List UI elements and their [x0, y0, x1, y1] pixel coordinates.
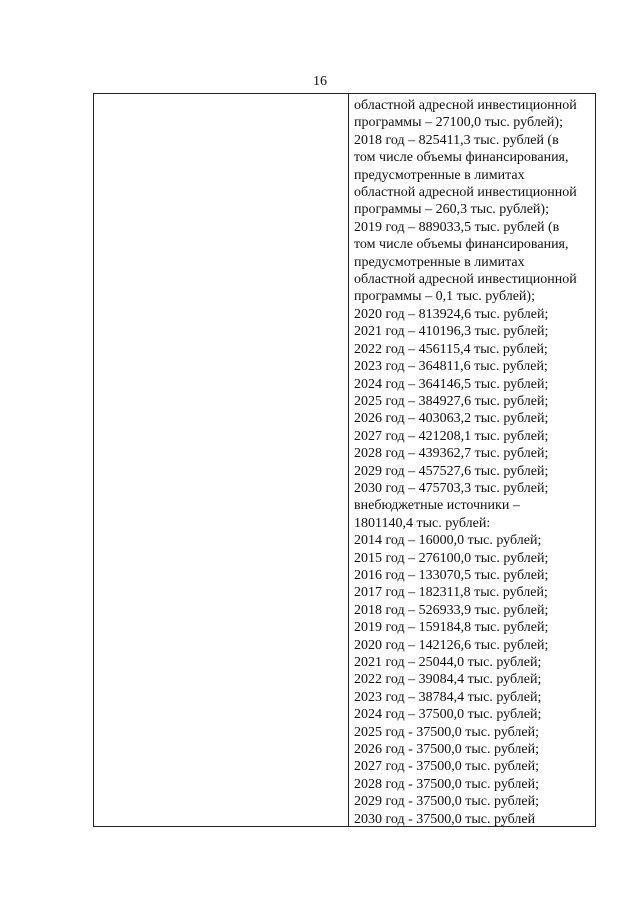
text-line: 2020 год – 813924,6 тыс. рублей; [354, 306, 549, 322]
text-line: областной адресной инвестиционной [354, 185, 577, 201]
text-line: 2020 год – 142126,6 тыс. рублей; [354, 637, 549, 653]
text-line: 2029 год – 457527,6 тыс. рублей; [354, 463, 549, 479]
text-line: 2030 год – 475703,3 тыс. рублей; [354, 480, 549, 496]
text-line: программы – 0,1 тыс. рублей); [354, 289, 535, 305]
text-line: 2017 год – 182311,8 тыс. рублей; [354, 585, 548, 601]
funding-table [93, 93, 596, 827]
text-line: 2014 год – 16000,0 тыс. рублей; [354, 533, 542, 549]
text-line: 2024 год – 364146,5 тыс. рублей; [354, 376, 549, 392]
text-line: 2030 год - 37500,0 тыс. рублей [354, 811, 536, 827]
text-line: предусмотренные в лимитах [354, 167, 525, 183]
text-line: 2027 год - 37500,0 тыс. рублей; [354, 759, 540, 775]
text-line: 2018 год – 825411,3 тыс. рублей (в [354, 132, 559, 148]
text-line: 2024 год – 37500,0 тыс. рублей; [354, 707, 542, 723]
text-line: 2016 год – 133070,5 тыс. рублей; [354, 567, 549, 583]
text-line: 2026 год - 37500,0 тыс. рублей; [354, 742, 540, 758]
text-line: областной адресной инвестиционной [354, 272, 577, 288]
text-line: областной адресной инвестиционной [354, 98, 577, 113]
text-line: том числе объемы финансирования, [354, 150, 569, 166]
text-line: 2025 год – 384927,6 тыс. рублей; [354, 393, 549, 409]
text-line: 2022 год – 456115,4 тыс. рублей; [354, 341, 548, 357]
text-line: 2023 год – 364811,6 тыс. рублей; [354, 359, 548, 375]
text-line: 2019 год – 889033,5 тыс. рублей (в [354, 219, 560, 235]
text-line: программы – 260,3 тыс. рублей); [354, 202, 549, 218]
text-line: 2015 год – 276100,0 тыс. рублей; [354, 550, 549, 566]
text-line: 2026 год – 403063,2 тыс. рублей; [354, 411, 549, 427]
text-line: 2021 год – 410196,3 тыс. рублей; [354, 324, 549, 340]
text-line: 2028 год - 37500,0 тыс. рублей; [354, 776, 540, 792]
text-line: 2028 год – 439362,7 тыс. рублей; [354, 446, 549, 462]
column-divider [348, 94, 349, 826]
text-line: 2018 год – 526933,9 тыс. рублей; [354, 602, 549, 618]
text-line: 1801140,4 тыс. рублей: [354, 515, 491, 531]
text-line: 2021 год – 25044,0 тыс. рублей; [354, 655, 542, 670]
text-line: 2023 год – 38784,4 тыс. рублей; [354, 689, 542, 705]
text-line: 2025 год - 37500,0 тыс. рублей; [354, 724, 540, 740]
text-line: 2022 год – 39084,4 тыс. рублей; [354, 672, 542, 688]
funding-text-cell [354, 97, 594, 828]
page-number: 16 [313, 74, 327, 89]
text-line: программы – 27100,0 тыс. рублей); [354, 115, 563, 131]
text-line: том числе объемы финансирования, [354, 237, 569, 253]
text-line: 2029 год - 37500,0 тыс. рублей; [354, 794, 540, 810]
text-line: предусмотренные в лимитах [354, 254, 525, 270]
text-line: внебюджетные источники – [354, 498, 520, 514]
text-line: 2019 год – 159184,8 тыс. рублей; [354, 620, 549, 636]
text-line: 2027 год – 421208,1 тыс. рублей; [354, 428, 549, 444]
